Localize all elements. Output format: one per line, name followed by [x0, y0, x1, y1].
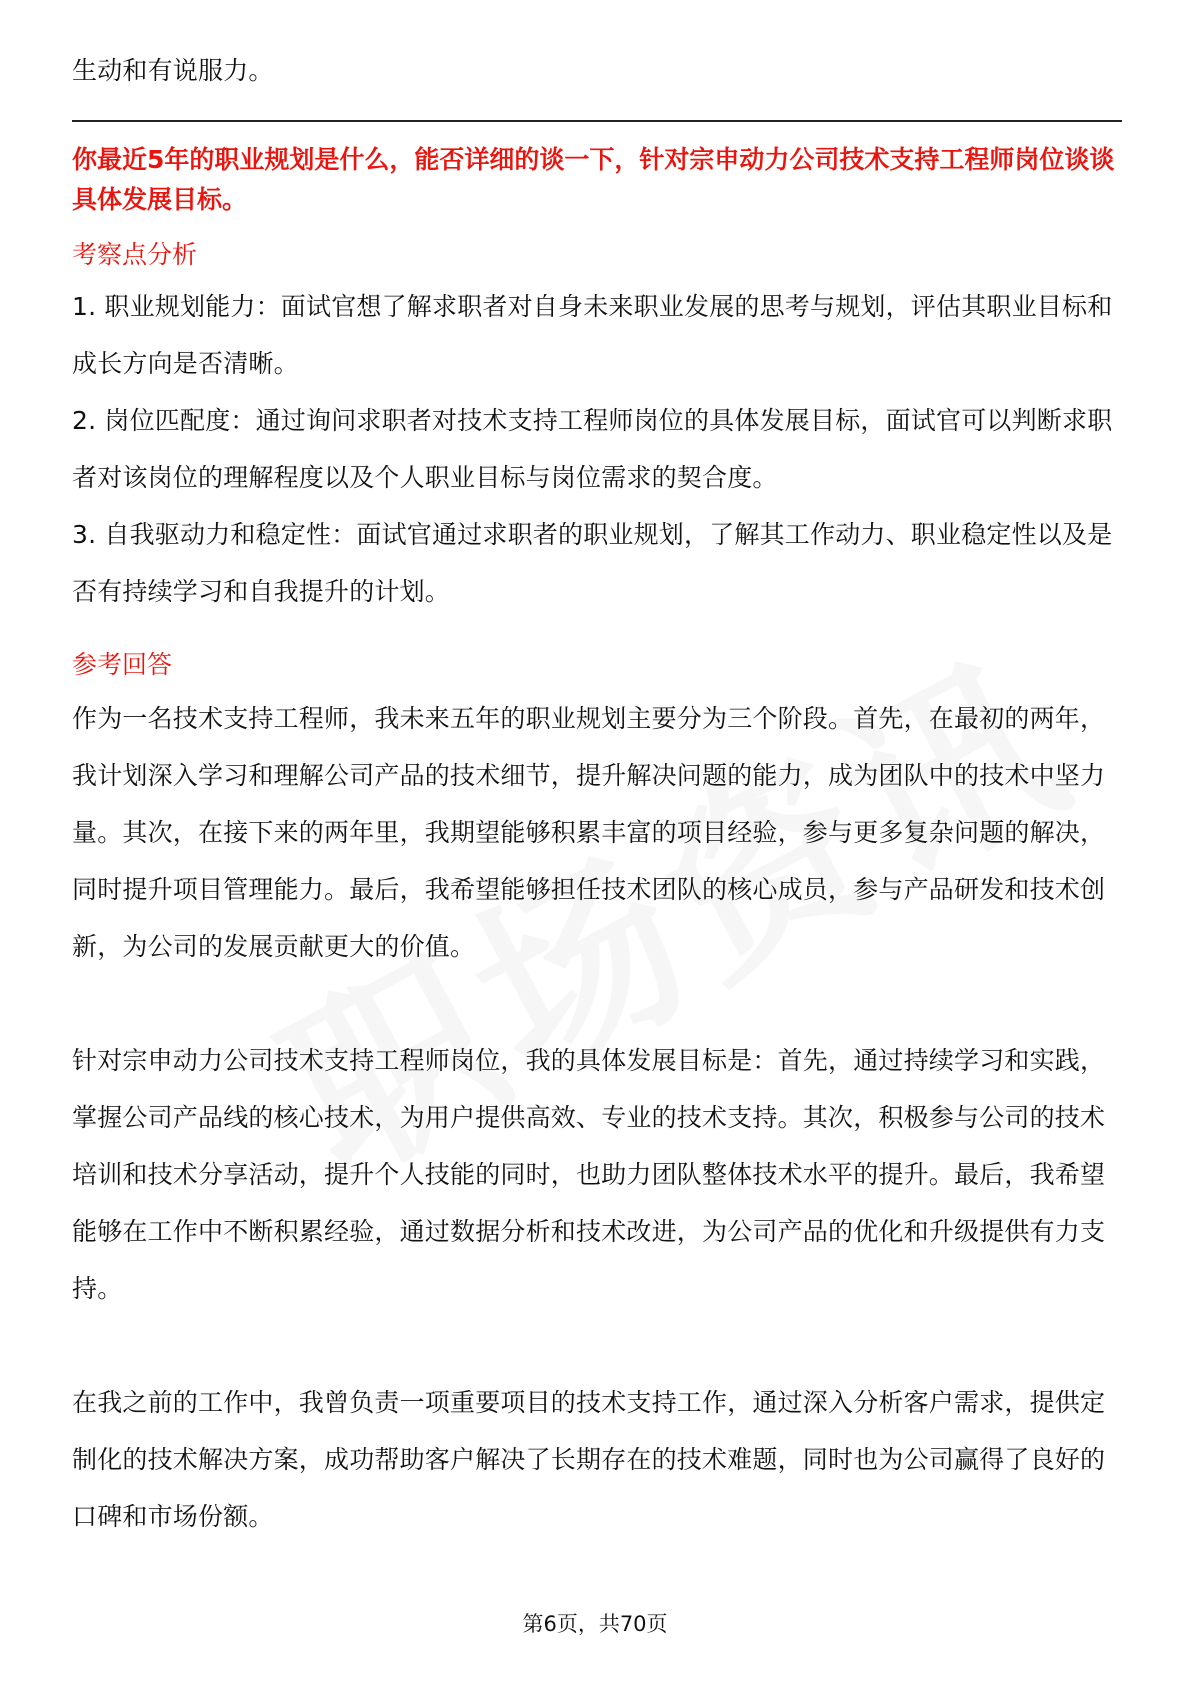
question-heading: 你最近5年的职业规划是什么，能否详细的谈一下，针对宗申动力公司技术支持工程师岗位谈谈具体发展目标。 — [72, 145, 1115, 214]
answer-heading: 参考回答 — [72, 650, 173, 679]
answer-paragraph: 在我之前的工作中，我曾负责一项重要项目的技术支持工作，通过深入分析客户需求，提供定制化的技术解决方案，成功帮助客户解决了长期存在的技术难题，同时也为公司赢得了良好的口碑和市场份额。 — [72, 1388, 1106, 1531]
document-page — [72, 0, 1122, 1684]
analysis-item: 2. 岗位匹配度：通过询问求职者对技术支持工程师岗位的具体发展目标，面试官可以判断求职者对该岗位的理解程度以及个人职业目标与岗位需求的契合度。 — [72, 406, 1113, 492]
section-divider — [72, 120, 1122, 122]
analysis-heading: 考察点分析 — [72, 240, 198, 269]
analysis-item: 1. 职业规划能力：面试官想了解求职者对自身未来职业发展的思考与规划，评估其职业目标和成长方向是否清晰。 — [72, 292, 1113, 378]
page-number: 第6页，共70页 — [522, 1612, 668, 1636]
analysis-item: 3. 自我驱动力和稳定性：面试官通过求职者的职业规划，了解其工作动力、职业稳定性以及是否有持续学习和自我提升的计划。 — [72, 520, 1113, 606]
answer-block — [72, 690, 1122, 1545]
intro-text: 生动和有说服力。 — [72, 56, 274, 85]
answer-paragraph: 作为一名技术支持工程师，我未来五年的职业规划主要分为三个阶段。首先，在最初的两年，我计划深入学习和理解公司产品的技术细节，提升解决问题的能力，成为团队中的技术中坚力量。其次，在接下来的两年里，我期望能够积累丰富的项目经验，参与更多复杂问题的解决，同时提升项目管理能力。最后，我希望能够担任技术团队的核心成员，参与产品研发和技术创新，为公司的发展贡献更大的价值。 — [72, 704, 1106, 961]
analysis-list — [72, 278, 1122, 620]
answer-paragraph: 针对宗申动力公司技术支持工程师岗位，我的具体发展目标是：首先，通过持续学习和实践，掌握公司产品线的核心技术，为用户提供高效、专业的技术支持。其次，积极参与公司的技术培训和技术分享活动，提升个人技能的同时，也助力团队整体技术水平的提升。最后，我希望能够在工作中不断积累经验，通过数据分析和技术改进，为公司产品的优化和升级提供有力支持。 — [72, 1046, 1106, 1303]
